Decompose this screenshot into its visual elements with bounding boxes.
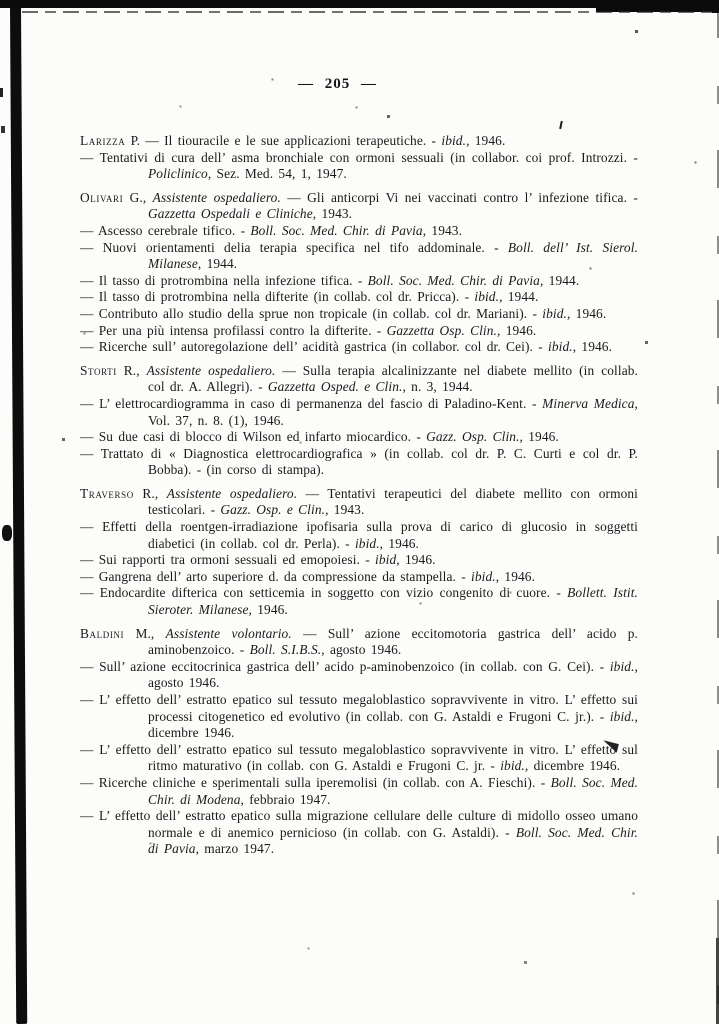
scan-speck xyxy=(1,126,5,133)
italic-text: Boll. Soc. Med. Chir. di Pavia xyxy=(148,824,638,857)
bibliography-entry xyxy=(80,742,638,775)
italic-text: Boll. Soc. Med. Chir. di Pavia xyxy=(367,272,540,288)
author-name: Traverso xyxy=(80,485,134,501)
bibliography-entry xyxy=(80,223,638,240)
italic-text: Boll. Soc. Med. Chir. di Modena xyxy=(148,774,639,807)
italic-text: Minerva Medica xyxy=(542,395,635,411)
italic-text: ibid. xyxy=(609,658,635,674)
italic-text: ibid. xyxy=(441,133,467,148)
author-name: Storti xyxy=(80,362,117,378)
bibliography-entry xyxy=(80,396,638,429)
entry-text: , 1943. xyxy=(325,502,365,518)
author-section xyxy=(80,133,638,183)
bibliography-entry xyxy=(80,363,638,396)
italic-text: ibid. xyxy=(354,535,380,551)
italic-text: ibid. xyxy=(542,305,567,321)
bibliography-entry xyxy=(80,552,638,569)
bibliography-entry xyxy=(80,446,638,479)
entry-text: R., xyxy=(116,362,147,378)
entry-text: , 1946. xyxy=(466,133,506,148)
italic-text: Gazz. Osp. Clin. xyxy=(426,429,520,445)
bibliography-entry xyxy=(80,150,638,183)
entry-text: M., xyxy=(124,625,166,641)
scan-edge-left-bar xyxy=(10,6,27,1024)
entry-text: , Vol. 37, n. 8. (1), 1946. xyxy=(148,395,638,428)
scan-edge-left-bulge xyxy=(2,525,12,541)
scan-speckles xyxy=(0,0,1,1)
italic-text: Gazz. Osp. e Clin. xyxy=(220,502,326,518)
entry-text: — Effetti della roentgen-irradiazione ipofisaria sulla prova di carico di glucosio in soggetti diabetici (in collab. col dr. Perla). - xyxy=(80,519,638,551)
bibliography-entry xyxy=(80,692,638,742)
italic-text: Assistente ospedaliero. xyxy=(146,362,276,378)
bibliography-entry xyxy=(80,775,638,808)
italic-text: Boll. dell’ Ist. Sierol. Milanese xyxy=(148,239,638,272)
entry-text: — Sulla terapia alcalinizzante nel diabete mellito (in collab. col dr. A. Allegri). - xyxy=(148,362,638,395)
italic-text: ibid. xyxy=(548,339,573,355)
italic-text: ibid. xyxy=(474,289,500,305)
author-name: Olivari xyxy=(80,189,124,205)
scan-edge-top-dashed-line xyxy=(22,11,717,13)
entry-text: — Sull’ azione eccitocrinica gastrica dell’ acido p-aminobenzoico (in collab. con G. Cei). - xyxy=(80,658,610,674)
entry-text: , febbraio 1947. xyxy=(240,791,331,807)
author-section xyxy=(80,486,638,619)
bibliography-entry xyxy=(80,133,638,150)
bibliography-entry xyxy=(80,659,638,692)
entry-text: , 1946. xyxy=(566,305,607,321)
author-section xyxy=(80,190,638,356)
bibliography-entry xyxy=(80,486,638,519)
bibliography-entry xyxy=(80,289,638,306)
bibliography-entry xyxy=(80,190,638,223)
entry-text: — Gli anticorpi Vi nei vaccinati contro l’ infezione tifica. - xyxy=(280,189,638,205)
bibliography-entry xyxy=(80,808,638,858)
bibliography-entry xyxy=(80,429,638,446)
entry-text: — Trattato di « Diagnostica elettrocardiografica » (in collab. col dr. P. C. Curti e col dr. P. Bobba). - (in corso di stampa). xyxy=(80,445,638,478)
entry-text: P. — Il tiouracile e le sue applicazioni terapeutiche. - xyxy=(125,133,442,148)
entry-text: , dicembre 1946. xyxy=(524,758,621,774)
italic-text: ibid xyxy=(375,552,397,568)
italic-text: Assistente volontario. xyxy=(165,625,292,641)
entry-text: , 1944. xyxy=(197,256,238,272)
scan-speck xyxy=(0,88,3,97)
italic-text: ibid. xyxy=(500,758,525,774)
entry-text: — Sui rapporti tra ormoni sessuali ed emopoiesi. - xyxy=(80,552,376,568)
italic-text: ibid. xyxy=(609,708,635,724)
entry-text: — Endocardite difterica con setticemia in soggetto con vizio congenito di cuore. - xyxy=(80,585,568,601)
italic-text: Gazzetta Osp. Clin. xyxy=(386,322,497,338)
author-section xyxy=(80,363,638,479)
entry-text: — L’ effetto dell’ estratto epatico sul tessuto megaloblastico sopravvivente in vitro. L’ effetto sui processi citogenetico ed evolutivo (in collab. con G. Astaldi e Frugoni C. jr.). - xyxy=(80,692,638,724)
entry-text: — Il tasso di protrombina nella infezione tifica. - xyxy=(80,272,368,288)
bibliography-entry xyxy=(80,569,638,586)
entry-text: R., xyxy=(133,485,167,501)
entry-text: , agosto 1946. xyxy=(148,658,638,691)
italic-text: Boll. S.I.B.S. xyxy=(249,642,322,658)
entry-text: , 1946. xyxy=(497,322,537,338)
italic-text: Gazzetta Osped. e Clin. xyxy=(267,379,403,395)
author-name: Baldini xyxy=(80,625,125,641)
entry-text: — Tentativi terapeutici del diabete mellito con ormoni testicolari. - xyxy=(148,485,638,518)
entry-text: — L’ effetto dell’ estratto epatico sulla migrazione cellulare delle culture di midollo osseo umano normale e di anemico pernicioso (in collab. con G. Astaldi). - xyxy=(80,808,638,840)
italic-text: Bollett. Istit. Sieroter. Milanese xyxy=(148,585,639,618)
page-number: — 205 — xyxy=(298,76,377,92)
entry-text: — Nuovi orientamenti delia terapia specifica nel tifo addominale. - xyxy=(80,239,508,255)
entry-text: — Ascesso cerebrale tifico. - xyxy=(80,222,251,238)
bibliography-entry xyxy=(80,339,638,356)
entry-text: G., xyxy=(123,189,153,205)
scan-edge-right-top xyxy=(712,0,719,13)
bibliography-entry xyxy=(80,323,638,340)
italic-text: Assistente ospedaliero. xyxy=(166,485,298,501)
bibliography-entry xyxy=(80,273,638,290)
entry-text: , 1944. xyxy=(499,289,539,305)
bibliography-entry xyxy=(80,585,638,618)
entry-text: , 1946. xyxy=(519,429,559,445)
entry-text: — Gangrena dell’ arto superiore d. da compressione da stampella. - xyxy=(80,568,472,584)
entry-text: — Per una più intensa profilassi contro la difterite. - xyxy=(80,322,387,338)
italic-text: Gazzetta Ospedali e Cliniche xyxy=(148,206,313,222)
entry-text: — L’ effetto dell’ estratto epatico sul tessuto megaloblastico sopravvivente in vitro. L’ effetto sul ritmo maturativo (in collab. con G. Astaldi e Frugoni C. jr. - xyxy=(80,741,638,774)
entry-text: , n. 3, 1944. xyxy=(402,379,473,395)
entry-text: , Sez. Med. 54, 1, 1947. xyxy=(207,166,347,182)
entry-text: , agosto 1946. xyxy=(321,642,402,658)
bibliography-entry xyxy=(80,626,638,659)
bibliography xyxy=(80,133,638,858)
entry-text: — L’ elettrocardiogramma in caso di permanenza del fascio di Paladino-Kent. - xyxy=(80,395,543,411)
entry-text: — Ricerche sull’ autoregolazione dell’ acidità gastrica (in collabor. col dr. Cei). - xyxy=(80,339,549,355)
entry-text: , 1946. xyxy=(495,568,536,584)
entry-text: — Sull’ azione eccitomotoria gastrica dell’ acido p. aminobenzoico. - xyxy=(148,625,638,658)
italic-text: Policlinico xyxy=(148,166,208,182)
stray-ink-mark xyxy=(559,121,563,129)
entry-text: — Il tasso di protrombina nella difterite (in collab. col dr. Pricca). - xyxy=(80,289,475,305)
entry-text: , 1946. xyxy=(248,602,288,618)
bibliography-entry xyxy=(80,306,638,323)
entry-text: — Ricerche cliniche e sperimentali sulla iperemolisi (in collab. con A. Fieschi). - xyxy=(80,774,551,790)
author-section xyxy=(80,626,638,858)
entry-text: , 1946. xyxy=(396,552,436,568)
bibliography-entry xyxy=(80,519,638,552)
entry-text: — Contributo allo studio della sprue non tropicale (in collab. col dr. Mariani). - xyxy=(80,305,543,321)
italic-text: Assistente ospedaliero. xyxy=(152,189,281,205)
entry-text: , 1943. xyxy=(312,206,353,222)
entry-text: , marzo 1947. xyxy=(195,841,275,857)
entry-text: — Su due casi di blocco di Wilson ed infarto miocardico. - xyxy=(80,429,427,445)
entry-text: , 1943. xyxy=(422,222,463,238)
entry-text: — Tentativi di cura dell’ asma bronchiale con ormoni sessuali (in collabor. coi prof. Introzzi. - xyxy=(80,149,638,165)
author-name: Larizza xyxy=(80,133,126,148)
entry-text: , 1944. xyxy=(539,272,580,288)
entry-text: , dicembre 1946. xyxy=(148,708,638,741)
italic-text: ibid. xyxy=(471,568,496,584)
italic-text: Boll. Soc. Med. Chir. di Pavia xyxy=(250,222,423,238)
entry-text: , 1946. xyxy=(572,339,613,355)
entry-text: , 1946. xyxy=(379,535,419,551)
bibliography-entry xyxy=(80,240,638,273)
